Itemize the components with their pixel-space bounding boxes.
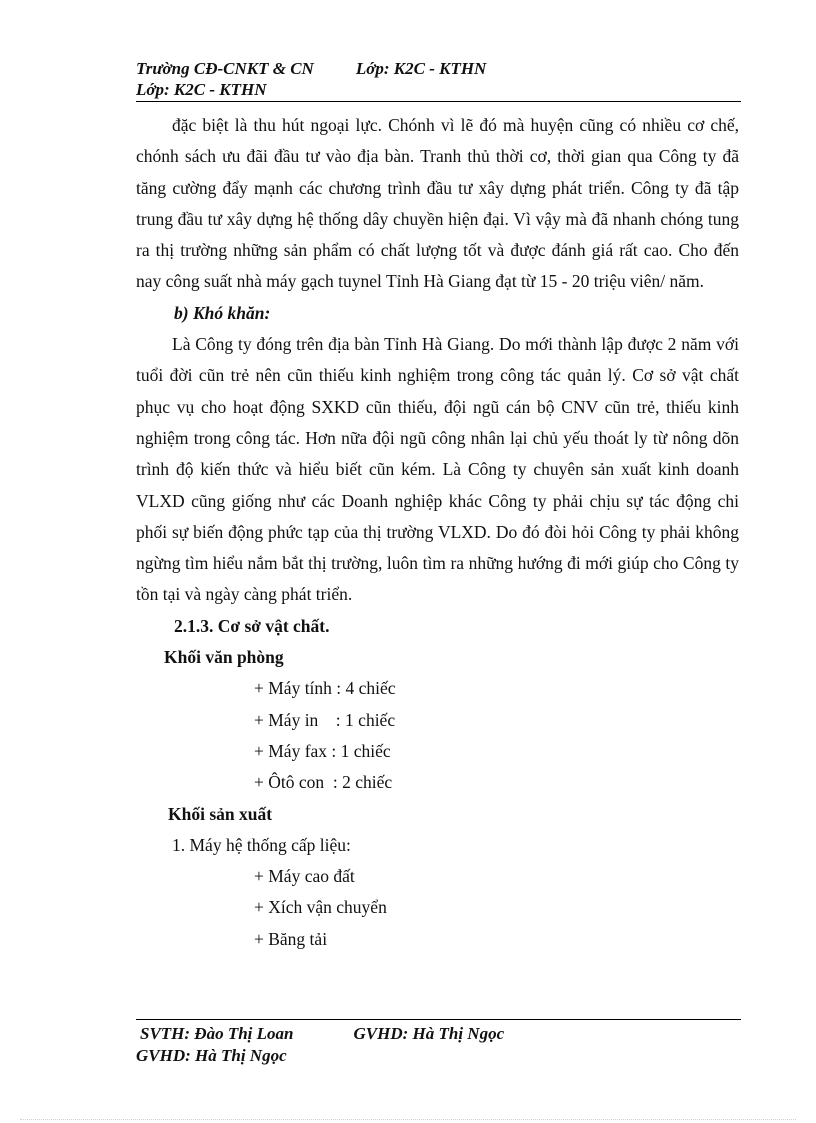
production-item-excavator: + Máy cao đất (254, 866, 355, 887)
section-heading: 2.1.3. Cơ sở vật chất. (174, 615, 330, 636)
production-item-chain: + Xích vận chuyển (254, 897, 387, 918)
header-school: Trường CĐ-CNKT & CN (136, 59, 314, 78)
header-rule (136, 101, 741, 102)
production-subheading: 1. Máy hệ thống cấp liệu: (172, 834, 351, 855)
office-item-printer: + Máy in : 1 chiếc (254, 709, 396, 730)
office-heading: Khối văn phòng (164, 647, 284, 668)
heading-difficulties: b) Khó khăn: (174, 302, 271, 323)
production-item-belt: + Băng tải (254, 928, 328, 949)
document-body (136, 110, 739, 955)
paragraph-advantages: đặc biệt là thu hút ngoại lực. Chónh vì lẽ đó mà huyện cũng có nhiều cơ chế, chónh sách ưu đãi đầu tư vào địa bàn. Tranh thủ thời cơ, thời gian qua Công ty đã tăng cường đẩy mạnh các chương trình đầu tư xây dựng phát triển. Công ty đã tập trung đầu tư xây dựng hệ thống dây chuyền hiện đại. Vì vậy mà đã nhanh chóng tung ra thị trường những sản phẩm có chất lượng tốt và được đánh giá rất cao. Cho đến nay công suất nhà máy gạch tuynel Tỉnh Hà Giang đạt từ 15 - 20 triệu viên/ năm. (136, 115, 739, 292)
office-item-car: + Ôtô con : 2 chiếc (254, 772, 393, 793)
header-class: Lớp: K2C - KTHN (355, 59, 487, 78)
footer-advisor: GVHD: Hà Thị Ngọc (353, 1024, 505, 1043)
footer-advisor-repeat: GVHD: Hà Thị Ngọc (136, 1046, 287, 1065)
office-item-fax: + Máy fax : 1 chiếc (254, 740, 391, 761)
production-heading: Khối sản xuất (168, 803, 273, 824)
footer-line-1 (140, 1024, 504, 1044)
page-edge-dots (20, 1119, 796, 1120)
office-item-computer: + Máy tính : 4 chiếc (254, 678, 396, 699)
footer-student: SVTH: Đào Thị Loan (140, 1024, 294, 1043)
paragraph-difficulties: Là Công ty đóng trên địa bàn Tỉnh Hà Giang. Do mới thành lập được 2 năm với tuổi đời cũn trẻ nên cũn thiếu kinh nghiệm trong công tác quản lý. Cơ sở vật chất phục vụ cho hoạt động SXKD cũn thiếu, đội ngũ cán bộ CNV cũn trẻ, thiếu kinh nghiệm trong công tác. Hơn nữa đội ngũ công nhân lại chủ yếu thoát ly từ nông dõn trình độ kiến thức và hiểu biết cũn kém. Là Công ty chuyên sản xuất kinh doanh VLXD cũng giống như các Doanh nghiệp khác Công ty phải chịu sự tác động chi phối sự biến động phức tạp của thị trường VLXD. Do đó đòi hỏi Công ty phải không ngừng tìm hiểu nắm bắt thị trường, luôn tìm ra những hướng đi mới giúp cho Công ty tồn tại và ngày càng phát triển. (136, 334, 739, 605)
header-line-1 (136, 59, 741, 79)
header-class-repeat: Lớp: K2C - KTHN (136, 80, 267, 99)
footer-rule (136, 1019, 741, 1020)
